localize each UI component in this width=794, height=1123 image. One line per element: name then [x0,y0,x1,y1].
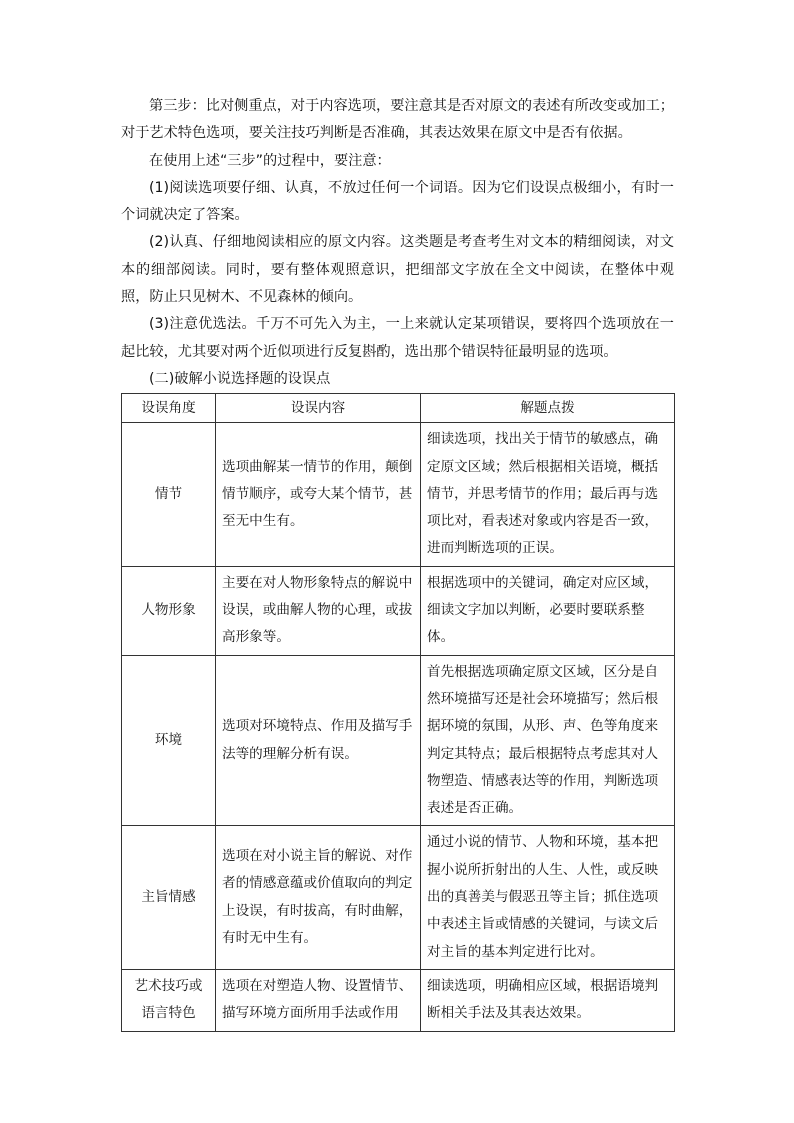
paragraph-note-1: (1)阅读选项要仔细、认真，不放过任何一个词语。因为它们设误点极细小，有时一个词就决定了答案。 [121,179,674,224]
paragraph-note-3: (3)注意优选法。千万不可先入为主，一上来就认定某项错误，要将四个选项放在一起比较，尤其要对两个近似项进行反复斟酌，选出那个错误特征最明显的选项。 [121,316,674,360]
document-page [121,93,674,1032]
row-angle: 情节 [122,423,216,566]
section-heading: (二)破解小说选择题的设误点 [149,370,331,387]
table-row [122,655,675,826]
header-angle: 设误角度 [122,394,216,423]
header-tip: 解题点拨 [421,394,675,423]
row-angle: 艺术技巧或语言特色 [122,969,216,1031]
row-tip: 细读选项，明确相应区域，根据语境判断相关手法及其表达效果。 [421,969,675,1031]
header-content: 设误内容 [216,394,421,423]
table-row [122,566,675,655]
paragraph-step-three: 第三步：比对侧重点，对于内容选项，要注意其是否对原文的表述有所改变或加工；对于艺术特色选项，要关注技巧判断是否准确，其表达效果在原文中是否有依据。 [121,98,674,142]
row-content: 主要在对人物形象特点的解说中设误，或曲解人物的心理，或拔高形象等。 [216,566,421,655]
row-tip: 根据选项中的关键词，确定对应区域，细读文字加以判断，必要时要联系整体。 [421,566,675,655]
row-content: 选项在对塑造人物、设置情节、描写环境方面所用手法或作用 [216,969,421,1031]
row-angle: 环境 [122,655,216,826]
table-row [122,423,675,566]
row-angle: 主旨情感 [122,826,216,969]
paragraph-notes-intro: 在使用上述“三步”的过程中，要注意： [149,152,391,169]
table-header-row [122,394,675,423]
row-content: 选项曲解某一情节的作用，颠倒情节顺序，或夸大某个情节，甚至无中生有。 [216,423,421,566]
error-points-table [121,393,675,1031]
row-angle: 人物形象 [122,566,216,655]
row-content: 选项对环境特点、作用及描写手法等的理解分析有误。 [216,655,421,826]
row-content: 选项在对小说主旨的解说、对作者的情感意蕴或价值取向的判定上设误，有时拔高，有时曲解，有时无中生有。 [216,826,421,969]
table-row [122,826,675,969]
row-tip: 通过小说的情节、人物和环境，基本把握小说所折射出的人生、人性，或反映出的真善美与假恶丑等主旨；抓住选项中表述主旨或情感的关键词，与读文后对主旨的基本判定进行比对。 [421,826,675,969]
table-row [122,969,675,1031]
row-tip: 首先根据选项确定原文区域，区分是自然环境描写还是社会环境描写；然后根据环境的氛围，从形、声、色等角度来判定其特点；最后根据特点考虑其对人物塑造、情感表达等的作用，判断选项表述是否正确。 [421,655,675,826]
paragraph-note-2: (2)认真、仔细地阅读相应的原文内容。这类题是考查考生对文本的精细阅读，对文本的细部阅读。同时，要有整体观照意识，把细部文字放在全文中阅读，在整体中观照，防止只见树木、不见森林的倾向。 [121,234,674,306]
row-tip: 细读选项，找出关于情节的敏感点，确定原文区域；然后根据相关语境，概括情节，并思考情节的作用；最后再与选项比对，看表述对象或内容是否一致，进而判断选项的正误。 [421,423,675,566]
